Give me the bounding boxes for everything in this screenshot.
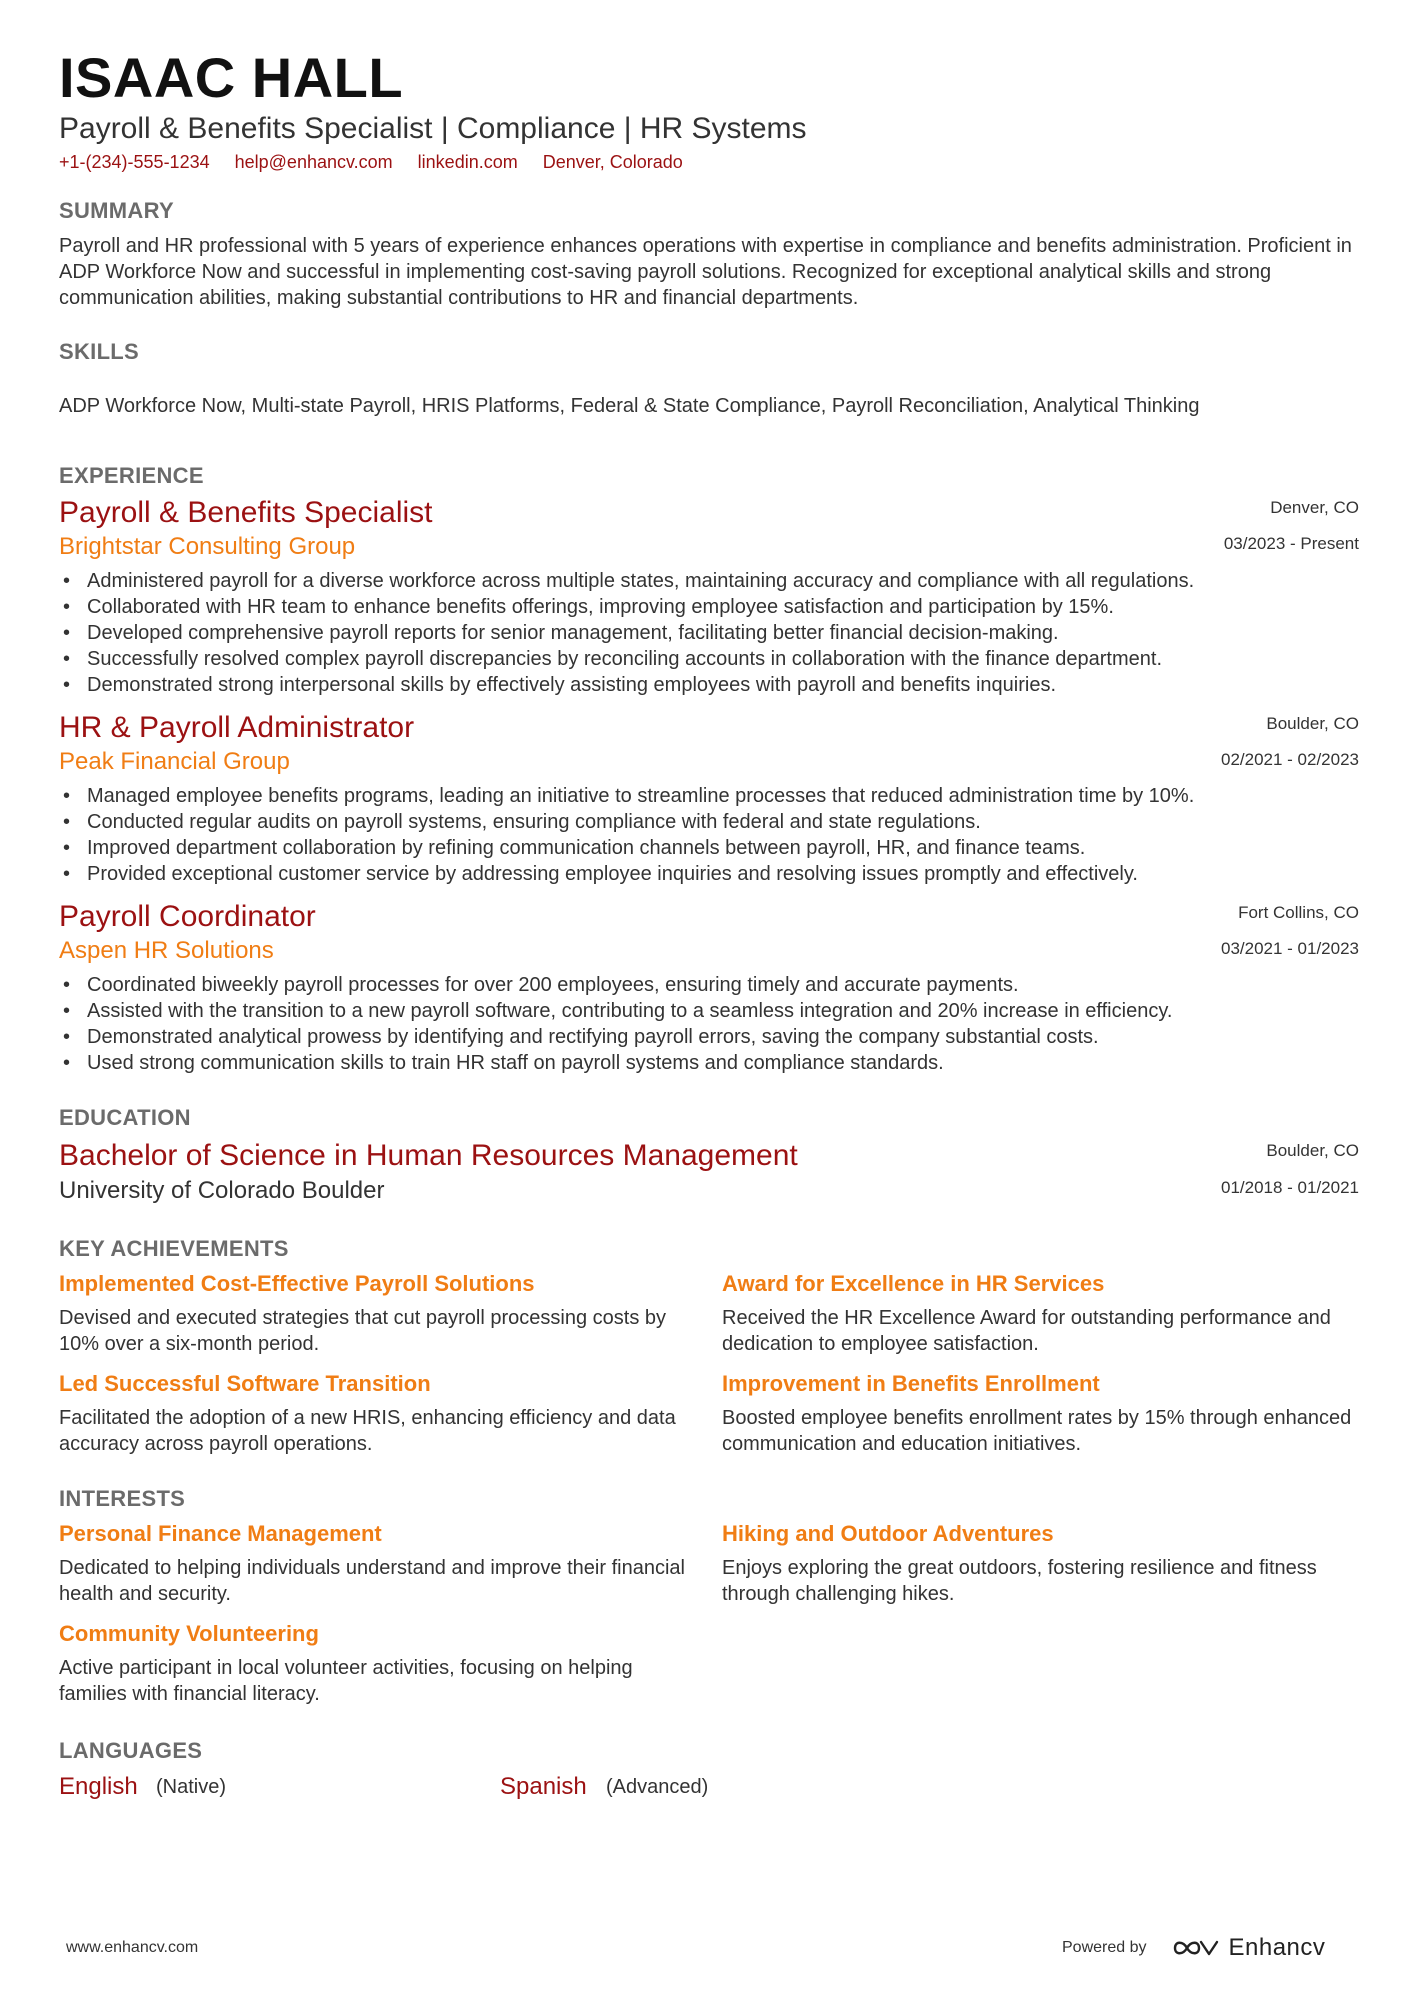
achievement-desc: Facilitated the adoption of a new HRIS, enhancing efficiency and data accuracy across payroll operations.: [59, 1407, 676, 1455]
achievement-title: Award for Excellence in HR Services: [722, 1271, 1105, 1296]
achievement-desc: Devised and executed strategies that cut payroll processing costs by 10% over a six-month period.: [59, 1307, 666, 1355]
job-dates: 03/2023 - Present: [1223, 534, 1359, 553]
job-company: Brightstar Consulting Group: [59, 533, 356, 560]
footer-website-link[interactable]: www.enhancv.com: [66, 1939, 199, 1956]
list-item: • Developed comprehensive payroll reports for senior management, facilitating better financial decision-making.: [59, 620, 1359, 646]
education-heading: EDUCATION: [59, 1105, 191, 1130]
language-level: (Advanced): [606, 1776, 709, 1798]
interest-desc: Active participant in local volunteer activities, focusing on helping families with financial literacy.: [59, 1657, 633, 1705]
achievement-title: Implemented Cost-Effective Payroll Solutions: [59, 1271, 535, 1296]
languages-heading: LANGUAGES: [59, 1738, 203, 1763]
contact-line: [59, 150, 703, 174]
job-location: Boulder, CO: [1266, 714, 1359, 733]
list-item: • Used strong communication skills to train HR staff on payroll systems and compliance standards.: [59, 1050, 1359, 1076]
achievement-title: Improvement in Benefits Enrollment: [722, 1371, 1100, 1396]
job-title: HR & Payroll Administrator: [59, 711, 415, 744]
job-bullets: [59, 972, 1359, 1076]
job-dates: 03/2021 - 01/2023: [1220, 939, 1359, 958]
list-item: • Successfully resolved complex payroll discrepancies by reconciling accounts in collaboration with the finance department.: [59, 646, 1359, 672]
linkedin-link[interactable]: linkedin.com: [417, 152, 518, 172]
list-item: • Collaborated with HR team to enhance benefits offerings, improving employee satisfaction and participation by 15%.: [59, 594, 1359, 620]
enhancv-brand: Enhancv: [1228, 1934, 1326, 1961]
headline: Payroll & Benefits Specialist | Compliance | HR Systems: [59, 112, 807, 145]
language-name: English: [59, 1773, 138, 1800]
education-degree: Bachelor of Science in Human Resources Management: [59, 1139, 798, 1172]
achievement-desc: Received the HR Excellence Award for outstanding performance and dedication to employee satisfaction.: [722, 1307, 1331, 1355]
job-location: Fort Collins, CO: [1238, 903, 1359, 922]
interest-title: Personal Finance Management: [59, 1521, 382, 1546]
experience-heading: EXPERIENCE: [59, 463, 204, 488]
candidate-name: ISAAC HALL: [59, 46, 404, 109]
skills-heading: SKILLS: [59, 339, 140, 364]
location-text: Denver, Colorado: [542, 152, 683, 172]
summary-text: Payroll and HR professional with 5 years of experience enhances operations with expertise in compliance and benefits administration. Proficient in ADP Workforce Now and successful in implementing cost-saving payroll solutions. Recognized for exceptional analytical skills and strong communication abilities, making substantial contributions to HR and financial departments.: [59, 235, 1352, 309]
list-item: • Conducted regular audits on payroll systems, ensuring compliance with federal and state regulations.: [59, 809, 1359, 835]
list-item: • Managed employee benefits programs, leading an initiative to streamline processes that reduced administration time by 10%.: [59, 783, 1359, 809]
footer-branding: [1062, 1934, 1325, 1962]
list-item: • Demonstrated strong interpersonal skills by effectively assisting employees with payroll and benefits inquiries.: [59, 672, 1359, 698]
interest-title: Hiking and Outdoor Adventures: [722, 1521, 1054, 1546]
summary-heading: SUMMARY: [59, 198, 174, 223]
job-company: Aspen HR Solutions: [59, 937, 274, 964]
achievement-title: Led Successful Software Transition: [59, 1371, 431, 1396]
skills-text: ADP Workforce Now, Multi-state Payroll, HRIS Platforms, Federal & State Compliance, Payroll Reconciliation, Analytical Thinking: [59, 395, 1200, 417]
language-level: (Native): [156, 1776, 227, 1798]
powered-by-label: Powered by: [1062, 1939, 1147, 1956]
enhancv-logo-icon: [1171, 1936, 1221, 1960]
interest-desc: Enjoys exploring the great outdoors, fostering resilience and fitness through challenging hikes.: [722, 1557, 1317, 1605]
list-item: • Provided exceptional customer service by addressing employee inquiries and resolving issues promptly and effectively.: [59, 861, 1359, 887]
education-location: Boulder, CO: [1266, 1141, 1359, 1160]
email-link[interactable]: help@enhancv.com: [234, 152, 393, 172]
list-item: • Coordinated biweekly payroll processes for over 200 employees, ensuring timely and accurate payments.: [59, 972, 1359, 998]
job-title: Payroll Coordinator: [59, 900, 316, 933]
list-item: • Assisted with the transition to a new payroll software, contributing to a seamless integration and 20% increase in efficiency.: [59, 998, 1359, 1024]
list-item: • Administered payroll for a diverse workforce across multiple states, maintaining accuracy and compliance with all regulations.: [59, 568, 1359, 594]
list-item: • Improved department collaboration by refining communication channels between payroll, HR, and finance teams.: [59, 835, 1359, 861]
job-dates: 02/2021 - 02/2023: [1220, 750, 1359, 769]
interest-desc: Dedicated to helping individuals understand and improve their financial health and security.: [59, 1557, 685, 1605]
interests-heading: INTERESTS: [59, 1486, 186, 1511]
achievements-heading: KEY ACHIEVEMENTS: [59, 1236, 289, 1261]
achievement-desc: Boosted employee benefits enrollment rates by 15% through enhanced communication and education initiatives.: [722, 1407, 1352, 1455]
job-company: Peak Financial Group: [59, 748, 290, 775]
interest-title: Community Volunteering: [59, 1621, 319, 1646]
job-title: Payroll & Benefits Specialist: [59, 496, 433, 529]
job-bullets: [59, 568, 1359, 698]
list-item: • Demonstrated analytical prowess by identifying and rectifying payroll errors, saving the company substantial costs.: [59, 1024, 1359, 1050]
job-bullets: [59, 783, 1359, 887]
education-dates: 01/2018 - 01/2021: [1220, 1178, 1359, 1197]
phone-link[interactable]: +1-(234)-555-1234: [59, 152, 210, 172]
language-name: Spanish: [500, 1773, 587, 1800]
job-location: Denver, CO: [1270, 498, 1359, 517]
education-school: University of Colorado Boulder: [59, 1177, 385, 1204]
